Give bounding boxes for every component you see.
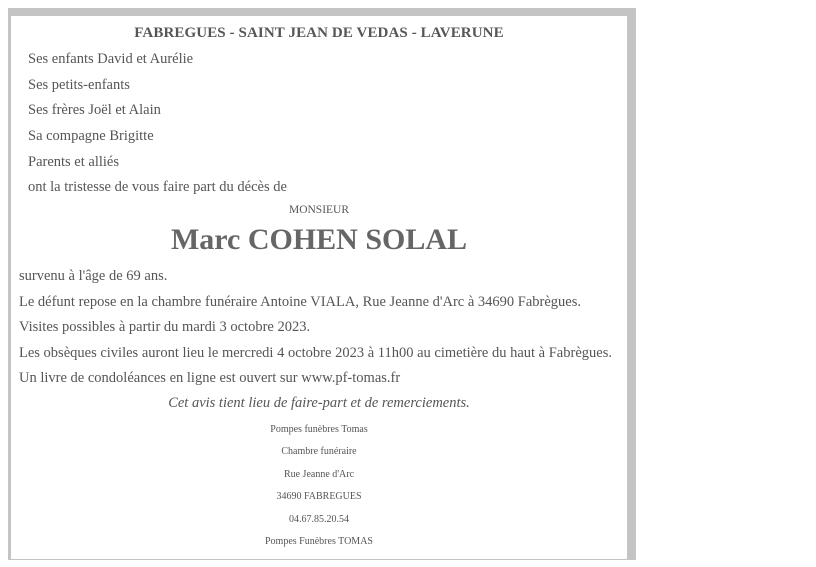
- deceased-title: MONSIEUR: [288, 204, 350, 216]
- footer-line: Rue Jeanne d'Arc: [283, 469, 355, 480]
- footer-line: 04.67.85.20.54: [289, 514, 349, 525]
- obituary-notice: [11, 16, 627, 559]
- body-line: survenu à l'âge de 69 ans.: [19, 268, 168, 284]
- family-line: Parents et alliés: [28, 154, 120, 170]
- body-line: Un livre de condoléances en ligne est ouvert sur www.pf-tomas.fr: [19, 370, 401, 386]
- family-line: Ses petits-enfants: [28, 77, 130, 93]
- family-line: Ses frères Joël et Alain: [28, 102, 161, 118]
- family-line: Sa compagne Brigitte: [28, 128, 154, 144]
- footer-line: Pompes funèbres Tomas: [270, 424, 368, 435]
- body-line: Le défunt repose en la chambre funéraire Antoine VIALA, Rue Jeanne d'Arc à 34690 Fabrègues.: [19, 294, 582, 310]
- notice-heading: FABREGUES - SAINT JEAN DE VEDAS - LAVERUNE: [134, 25, 504, 41]
- deceased-name: Marc COHEN SOLAL: [170, 223, 468, 256]
- footer-line: Chambre funéraire: [281, 446, 357, 457]
- family-line: ont la tristesse de vous faire part du décès de: [28, 179, 287, 195]
- family-line: Ses enfants David et Aurélie: [28, 51, 194, 67]
- body-line: Visites possibles à partir du mardi 3 octobre 2023.: [19, 319, 311, 335]
- footer-line: Pompes Funèbres TOMAS: [265, 536, 373, 547]
- notice-note: Cet avis tient lieu de faire-part et de remerciements.: [168, 395, 470, 411]
- body-line: Les obsèques civiles auront lieu le mercredi 4 octobre 2023 à 11h00 au cimetière du haut à Fabrègues.: [19, 345, 612, 361]
- footer-line: 34690 FABREGUES: [276, 491, 362, 502]
